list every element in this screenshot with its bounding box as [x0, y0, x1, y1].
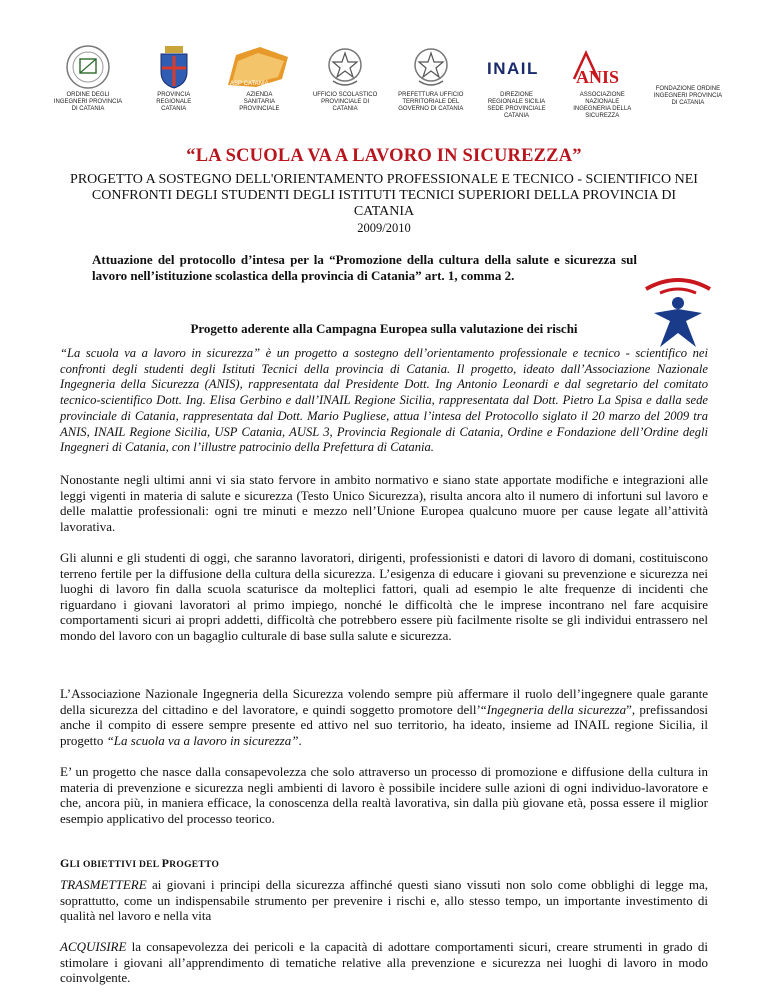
prefettura-emblem-icon: [411, 45, 451, 89]
objective-acquisire: [60, 939, 708, 986]
p3-italic: Ingegneria della sicurezza: [486, 701, 627, 717]
ordine-ingegneri-logo: [48, 44, 128, 120]
section-smallcaps: ROGETTO: [169, 860, 220, 870]
logo-caption: PREFETTURA UFFICIO TERRITORIALE DEL GOVERNO DI CATANIA: [398, 92, 464, 112]
page-subtitle: PROGETTO A SOSTEGNO DELL'ORIENTAMENTO PROFESSIONALE E TECNICO - SCIENTIFICO NEI CONFRONTI DEGLI STUDENTI DEGLI ISTITUTI TECNICI SUPERIORI DELLA PROVINCIA DI CATANIA: [70, 172, 698, 219]
anis-logo: [562, 44, 642, 120]
logo-caption: ORDINE DEGLI INGEGNERI PROVINCIA DI CATANIA: [53, 92, 123, 112]
section-letter: P: [161, 856, 170, 870]
ordine-ingegneri-emblem-icon: [65, 44, 111, 90]
paragraph-infortuni: Nonostante negli ultimi anni vi sia stato fervore in ambito normativo e siano state apportate modifiche e integrazioni alle leggi vigenti in materia di salute e sicurezza (Testo Unico Sicurezza), risulta ancora alto il numero di infortuni sul lavoro e delle malattie professionali: ogni tre minuti e mezzo nell’Unione Europea qualcuno muore per cause legate all’attività lavorativa.: [60, 472, 708, 534]
asp-mark-text: ASP CATANIA: [230, 81, 270, 87]
asp-logo: [219, 44, 299, 120]
usp-logo: [305, 44, 385, 120]
paragraph-consapevolezza: E’ un progetto che nasce dalla consapevolezza che solo attraverso un processo di promozione e diffusione della cultura in materia di prevenzione e sicurezza negli ambienti di lavoro è possibile incidere sulle azioni di ogni individuo-lavoratore e che, ancora più, in maniera efficace, la conoscenza della realtà lavorativa, sin dalla più giovane età, possa essere il miglior esempio applicativo del processo teorico.: [60, 764, 708, 826]
p3-text: L’Associazione Nazionale Ingegneria della Sicurezza volendo sempre più affermare il ruolo dell’ingegnere quale garante della sicurezza del cittadino e del lavoratore, e quindi soggetto promotore dell’“: [60, 686, 708, 717]
objective-keyword: ACQUISIRE: [60, 939, 127, 954]
fondazione-logo: [648, 44, 728, 120]
p3-text: .: [298, 732, 302, 748]
school-year: 2009/2010: [357, 221, 411, 235]
logo-strip: [48, 44, 728, 120]
section-heading-obiettivi: [60, 856, 219, 871]
logo-caption: UFFICIO SCOLASTICO PROVINCIALE DI CATANIA: [312, 92, 378, 112]
logo-caption: DIREZIONE REGIONALE SICILIA SEDE PROVINCIALE CATANIA: [487, 92, 546, 119]
paragraph-studenti: Gli alunni e gli studenti di oggi, che saranno lavoratori, dirigenti, professionisti e datori di lavoro di domani, costituiscono terreno fertile per la diffusione della cultura della sicurezza. L’esigenza di educare i giovani su prevenzione e sicurezza nei luoghi di lavoro fin dalla scuola scaturisce da molteplici fattori, quali ad esempio le alte frequenze di incidenti che riguardano i giovani lavoratori al primo impiego, nonché le difficoltà che le imprese incontrano nel fare acquisire comportamenti sicuri ai propri addetti, difficoltà che potrebbero essere più facilmente risolte se gli individui entrassero nel mondo del lavoro con un bagaglio culturale di base sulla salute e sicurezza.: [60, 550, 708, 643]
campaign-statement: Progetto aderente alla Campagna Europea sulla valutazione dei rischi: [190, 321, 578, 336]
anis-mark-text: ANIS: [576, 67, 620, 87]
section-letter: G: [60, 856, 70, 870]
campaign-logo-icon: [640, 273, 716, 355]
logo-caption: ASSOCIAZIONE NAZIONALE INGEGNERIA DELLA SICUREZZA: [573, 92, 632, 119]
intro-paragraph: “La scuola va a lavoro in sicurezza” è un progetto a sostegno dell’orientamento professionale e tecnico - scientifico nei confronti degli studenti degli Istituti Tecnici della provincia di Catania. Il progetto, ideato dall’Associazione Nazionale Ingegneria della Sicurezza (ANIS), rappresentata dal Presidente Dott. Ing Antonio Leonardi e dal segretario del comitato tecnico-scientifico Dott. Ing. Elisa Gerbino e dall’INAIL Regione Sicilia, rappresentata dal Dott. Pietro La Spisa e dalla sede provinciale di Catania, rappresentata dal Dott. Mario Pugliese, attua l’intesa del Protocollo siglato il 20 marzo del 2009 tra ANIS, INAIL Regione Sicilia, USP Catania, AUSL 3, Provincia Regionale di Catania, Ordine e Fondazione dell’Ordine degli Ingegneri di Catania, con l’illustre patrocinio della Prefettura di Catania.: [60, 346, 708, 455]
logo-caption: PROVINCIA REGIONALE CATANIA: [156, 92, 192, 112]
objective-keyword: TRASMETTERE: [60, 877, 147, 892]
asp-map-icon: [226, 45, 292, 89]
inail-mark-text: INAIL: [486, 59, 539, 78]
p3-text: ”, prefissandosi anche il compito di essere sempre presente ed attivo nel suo territorio, ha ideato, insieme ad INAIL regione Sicilia, il progetto: [60, 701, 709, 748]
inail-wordmark-icon: [485, 52, 549, 82]
prefettura-logo: [391, 44, 471, 120]
objective-trasmettere: [60, 877, 708, 924]
protocol-statement: Attuazione del protocollo d’intesa per la “Promozione della cultura della salute e sicurezza sul lavoro nell’istituzione scolastica della provincia di Catania” art. 1, comma 2.: [92, 252, 637, 283]
republic-emblem-icon: [325, 45, 365, 89]
page-title: “LA SCUOLA VA A LAVORO IN SICUREZZA”: [186, 146, 582, 166]
objective-text: ai giovani i principi della sicurezza affinché questi siano vissuti non solo come obblighi di legge ma, soprattutto, come un indispensabile strumento per prevenire i rischi e, allo stesso tempo, un importante investimento di qualità nel lavoro e nella vita: [60, 877, 708, 924]
provincia-logo: [134, 44, 214, 120]
paragraph-anis: [60, 686, 708, 748]
anis-wordmark-icon: [570, 45, 634, 89]
logo-caption: AZIENDA SANITARIA PROVINCIALE: [239, 92, 280, 112]
logo-caption: FONDAZIONE ORDINE INGEGNERI PROVINCIA DI CATANIA: [653, 86, 723, 106]
inail-logo: [477, 44, 557, 120]
section-smallcaps: LI OBIETTIVI DEL: [69, 860, 162, 870]
p3-italic: “La scuola va a lavoro in sicurezza”: [106, 732, 299, 748]
objective-text: la consapevolezza dei pericoli e la capacità di adottare comportamenti sicuri, creare strumenti in grado di stimolare i giovani all’apprendimento di tematiche relative alla prevenzione e sicurezza nei luoghi di lavoro in modo coinvolgente.: [60, 939, 708, 986]
provincia-crest-icon: [157, 44, 191, 90]
